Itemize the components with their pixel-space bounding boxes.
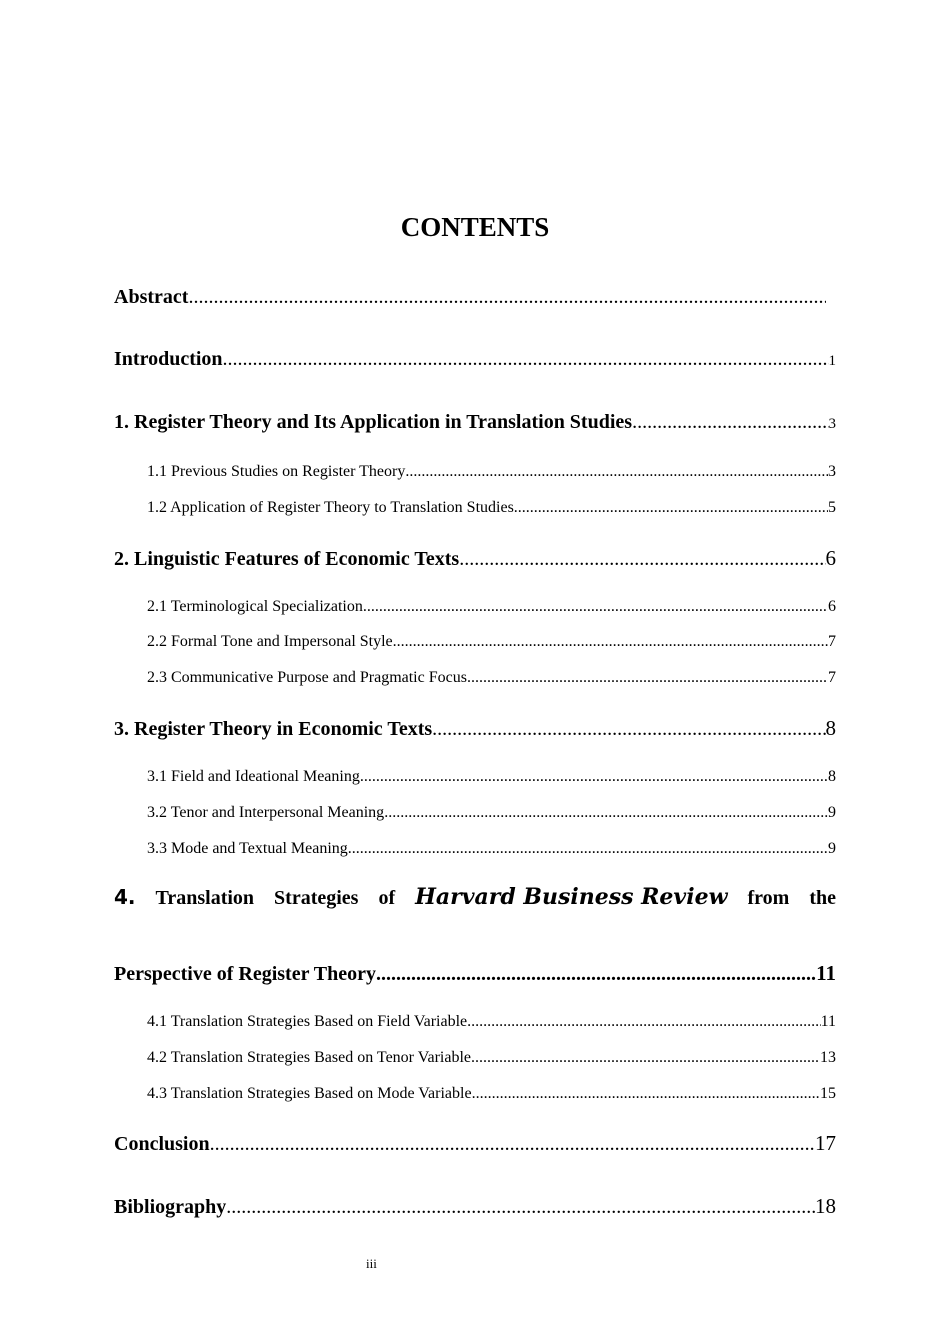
toc-entry-introduction[interactable]	[114, 348, 836, 371]
dot-leader	[384, 804, 828, 822]
toc-page: 8	[828, 768, 836, 785]
toc-entry-3-3[interactable]	[147, 840, 836, 858]
toc-entry-2-2[interactable]	[147, 633, 836, 651]
chapter-number: 4.	[114, 885, 136, 909]
dot-leader	[467, 1013, 820, 1031]
toc-page: 13	[820, 1049, 836, 1066]
dot-leader	[393, 633, 828, 651]
toc-label: 3.3 Mode and Textual Meaning	[147, 840, 348, 857]
toc-entry-chapter-2[interactable]	[114, 546, 836, 571]
dot-leader	[472, 1085, 820, 1103]
toc-entry-chapter-4-line-1[interactable]	[114, 884, 836, 910]
toc-label: 4.2 Translation Strategies Based on Tenor Variable	[147, 1049, 472, 1066]
toc-entry-3-1[interactable]	[147, 768, 836, 786]
title-word: Strategies	[274, 887, 359, 909]
toc-page: 8	[825, 716, 836, 740]
toc-label: 1.2 Application of Register Theory to Translation Studies	[147, 499, 514, 516]
toc-label: Conclusion	[114, 1133, 210, 1155]
toc-page: 1	[828, 353, 836, 369]
toc-entry-chapter-3[interactable]	[114, 716, 836, 741]
toc-label: 2.1 Terminological Specialization	[147, 598, 363, 615]
toc-page: 18	[815, 1194, 836, 1218]
toc-label: Abstract	[114, 286, 189, 308]
toc-page: 6	[828, 598, 836, 615]
dot-leader	[514, 499, 828, 517]
toc-entry-4-1[interactable]	[147, 1013, 836, 1031]
page-number: iii	[366, 1256, 377, 1271]
toc-label: 4.3 Translation Strategies Based on Mode Variable	[147, 1085, 472, 1102]
dot-leader	[363, 598, 828, 616]
toc-entry-abstract[interactable]	[114, 286, 836, 309]
toc-label: 2.3 Communicative Purpose and Pragmatic Focus	[147, 669, 467, 686]
toc-page: 7	[828, 669, 836, 686]
toc-page: 17	[815, 1131, 836, 1155]
dot-leader	[376, 963, 816, 986]
toc-entry-2-1[interactable]	[147, 598, 836, 616]
dot-leader	[188, 286, 826, 309]
title-word: the	[809, 887, 836, 909]
toc-label: Bibliography	[114, 1196, 227, 1218]
toc-page: 15	[820, 1085, 836, 1102]
toc-label: 3.2 Tenor and Interpersonal Meaning	[147, 804, 385, 821]
toc-label: 2.2 Formal Tone and Impersonal Style	[147, 633, 393, 650]
toc-entry-2-3[interactable]	[147, 669, 836, 687]
toc-entry-3-2[interactable]	[147, 804, 836, 822]
toc-entry-chapter-1[interactable]	[114, 411, 836, 434]
title-word: of	[378, 887, 396, 909]
toc-page: 6	[825, 546, 836, 570]
toc-label: 2. Linguistic Features of Economic Texts	[114, 548, 460, 570]
dot-leader	[632, 411, 828, 434]
toc-entry-1-2[interactable]	[147, 499, 836, 517]
toc-label: 4.1 Translation Strategies Based on Field Variable	[147, 1013, 468, 1030]
dot-leader	[226, 1196, 815, 1219]
toc-page: 3	[828, 463, 836, 480]
dot-leader	[348, 840, 828, 858]
toc-page: 5	[828, 499, 836, 516]
dot-leader	[459, 548, 825, 571]
toc-page: 3	[828, 416, 836, 432]
dot-leader	[467, 669, 828, 687]
dot-leader	[210, 1133, 815, 1156]
dot-leader	[360, 768, 828, 786]
dot-leader	[471, 1049, 820, 1067]
toc-entry-4-2[interactable]	[147, 1049, 836, 1067]
toc-label: 1. Register Theory and Its Application in Translation Studies	[114, 411, 633, 433]
toc-page: 7	[828, 633, 836, 650]
dot-leader	[223, 348, 829, 371]
toc-label: 1.1 Previous Studies on Register Theory	[147, 463, 406, 480]
toc-entry-chapter-4-line-2[interactable]	[114, 961, 836, 986]
toc-page: 11	[820, 1013, 836, 1030]
toc-page: 9	[828, 840, 836, 857]
toc-entry-conclusion[interactable]	[114, 1131, 836, 1156]
toc-label: 3. Register Theory in Economic Texts	[114, 718, 433, 740]
contents-title: CONTENTS	[400, 212, 550, 242]
toc-entry-bibliography[interactable]	[114, 1194, 836, 1219]
dot-leader	[432, 718, 825, 741]
dot-leader	[405, 463, 828, 481]
toc-label: 3.1 Field and Ideational Meaning	[147, 768, 360, 785]
italic-journal-title: Harvard Business Review	[415, 884, 728, 910]
title-word: from	[747, 887, 790, 909]
toc-page: 9	[828, 804, 836, 821]
toc-label: Perspective of Register Theory	[114, 963, 376, 985]
toc-label: Introduction	[114, 348, 223, 370]
title-word: Translation	[155, 887, 255, 909]
toc-entry-4-3[interactable]	[147, 1085, 836, 1103]
toc-page: 11	[816, 961, 836, 985]
toc-entry-1-1[interactable]	[147, 463, 836, 481]
